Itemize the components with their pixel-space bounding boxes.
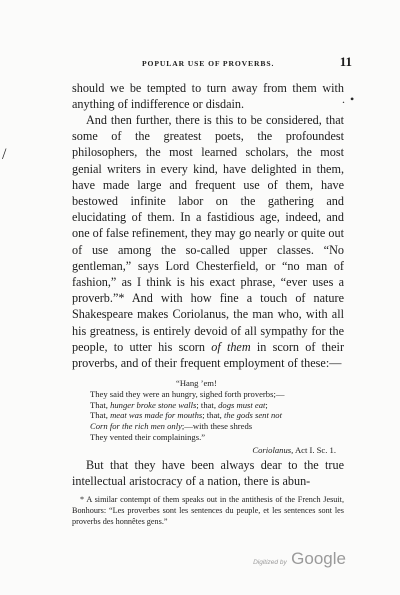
quote-italic: meat was made for mouths [110,410,203,421]
quote-text: ; that, [202,410,222,421]
paragraph-text: in scorn of their proverbs, and of their frequent employment of these:— [72,339,345,371]
digitized-watermark [253,549,346,569]
page-number: 11 [339,54,352,69]
italic-phrase: of them [211,339,251,354]
paragraph-continuation: should we be tempted to turn away from them with anything of indifference or disdain. [72,81,344,112]
paragraph-aristocracy: But that they have been always dear to the true intellectual aristocracy of a nation, there is abun- [72,458,344,489]
quote-italic: hunger broke stone walls [110,399,197,410]
margin-mark-left: / [2,146,7,163]
quote-text: ; [265,399,268,410]
footnote: * A similar contempt of them speaks out in the antithesis of the French Jesuit, Bonhours: “Les proverbes sont les sentences du peuple, et les sentences sont les proverbs des honnêtes gens.” [72,495,344,526]
paragraph-proverbs-and-writers [72,112,344,371]
quote-text: That, [90,410,108,421]
citation-ref: Act I. Sc. 1. [294,444,336,455]
margin-mark-right: . • [342,92,356,106]
quote-line [90,400,336,411]
block-quote [90,378,336,456]
quote-italic: Corn for the rich men only [90,421,182,432]
quote-text: That, [90,399,108,410]
citation-work: Coriolanus, [252,444,294,455]
quote-italic: the gods sent not [223,410,282,421]
quote-text: ;—with these shreds [181,421,253,432]
quote-line [90,410,336,421]
quote-text: ; that, [196,399,216,410]
quote-citation [90,445,336,456]
quote-line [90,421,336,432]
quote-opening: “Hang ’em! [176,378,217,388]
watermark-prefix: Digitized by [253,559,287,566]
paragraph-text: And then further, there is this to be considered, that some of the greatest poets, the profoundest philosophers, the most learned scholars, the most genial writers in every kind, have delighted in them, have made large and frequent use of them, have bestowed infinite labor on the gathering and elucidating of them. In a fastidious age, indeed, and one of false refinement, they may go nearly or quite out of use among the so-called upper classes. “No gentleman,” says Lord Chesterfield, or “no man of fashion,” as I think is his exact phrase, “ever uses a proverb.”* And with how fine a touch of nature Shakespeare makes Coriolanus, the man who, with all his greatness, is entirely devoid of all sympathy for the people, to utter his scorn [72,113,344,354]
google-logo: Google [291,549,346,568]
running-head: POPULAR USE OF PROVERBS. [142,59,275,68]
quote-line: They vented their complainings.” [90,431,206,442]
quote-italic: dogs must eat [218,399,266,410]
quote-line: They said they were an hungry, sighed forth proverbs;— [90,388,285,399]
